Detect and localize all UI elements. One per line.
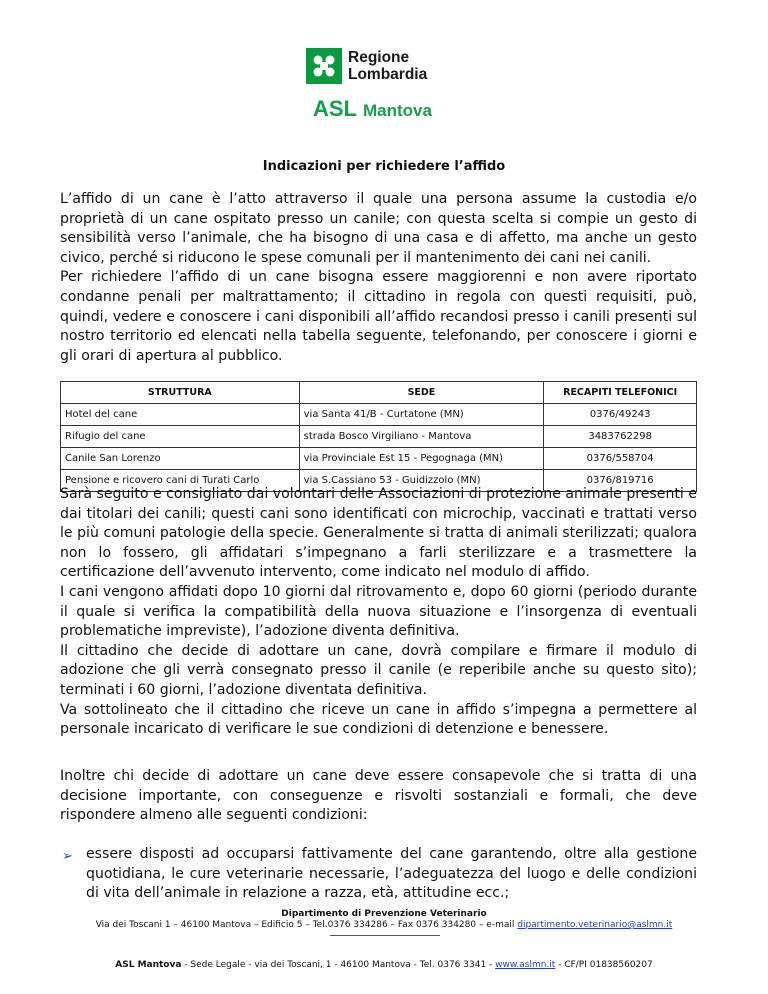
table-cell-sede: strada Bosco Virgiliano - Mantova: [299, 426, 544, 448]
intro-paragraph-2: Per richiedere l’affido di un cane bisogna essere maggiorenni e non avere riportato condanne penali per maltrattamento; il cittadino in regola con questi requisiti, può, quindi, vedere e conoscere i cani disponibili all’affido recandosi presso i canili presenti sul nostro territorio ed elencati nella tabella seguente, telefonando, per conoscere i giorni e gli orari di apertura al pubblico.: [60, 269, 697, 364]
body-paragraph-1: Sarà seguito e consigliato dai volontari delle Associazioni di protezione animale presenti e dai titolari dei canili; questi cani sono identificati con microchip, vaccinati e trattati verso le più comuni patologie della specie. Generalmente si tratta di animali sterilizzati; qualora non lo fossero, gli affidatari s’impegnano a farli sterilizzare e a trasmettere la certificazione dell’avvenuto intervento, come indicato nel modulo di affido.: [60, 486, 697, 581]
arrow-bullet-icon: ➢: [62, 849, 73, 864]
regione-lombardia-emblem-icon: [306, 48, 342, 84]
kennels-table: [60, 381, 697, 492]
body-paragraph-3: Il cittadino che decide di adottare un cane, dovrà compilare e firmare il modulo di adozione che gli verrà consegnato presso il canile (e reperibile anche su questo sito); terminati i 60 giorni, l’adozione diventata definitiva.: [60, 642, 697, 698]
table-cell-sede: via S.Cassiano 53 - Guidizzolo (MN): [299, 470, 544, 492]
page-title: Indicazioni per richiedere l’affido: [262, 159, 506, 174]
table-cell-telefono: 0376/819716: [544, 470, 697, 492]
table-row: [61, 426, 697, 448]
intro-section: [60, 190, 697, 366]
table-cell-struttura: Canile San Lorenzo: [61, 448, 300, 470]
footer-email-link[interactable]: dipartimento.veterinario@aslmn.it: [517, 920, 673, 930]
logo-text: [348, 49, 427, 83]
footer-address-text: Via dei Toscani 1 – 46100 Mantova – Edificio 5 – Tel.0376 334286 – Fax 0376 334280 – e-mail: [95, 920, 518, 930]
table-cell-struttura: Hotel del cane: [61, 404, 300, 426]
table-header-row: [61, 382, 697, 404]
condition-list-item: [60, 845, 697, 904]
table-cell-telefono: 0376/49243: [544, 404, 697, 426]
conditions-intro: [60, 767, 697, 826]
condition-text: essere disposti ad occuparsi fattivamente del cane garantendo, oltre alla gestione quotidiana, le cure veterinarie necessarie, l’adeguatezza del luogo e delle condizioni di vita dell’animale in relazione a razza, età, attitudine ecc.;: [86, 846, 697, 902]
footer-divider: [330, 935, 440, 936]
table-cell-sede: via Santa 41/B - Curtatone (MN): [299, 404, 544, 426]
logo-line-1: Regione: [348, 49, 410, 66]
footer-legal-text: - Sede Legale - via dei Toscani, 1 - 46100 Mantova - Tel. 0376 3341 -: [181, 960, 496, 970]
table-header-sede: SEDE: [299, 382, 544, 404]
footer-asl-name: ASL Mantova: [115, 960, 182, 970]
asl-mantova-wordmark: [313, 96, 432, 122]
body-section: [60, 485, 697, 740]
footer-cf: - CF/PI 01838560207: [555, 960, 653, 970]
footer-website-link[interactable]: www.aslmn.it: [495, 960, 556, 970]
city-label: Mantova: [363, 101, 432, 120]
body-paragraph-5: Inoltre chi decide di adottare un cane deve essere consapevole che si tratta di una decisione importante, con conseguenze e risvolti sostanziali e formali, che deve rispondere almeno alle seguenti condizioni:: [60, 768, 697, 824]
logo-line-2: Lombardia: [348, 66, 428, 83]
table-cell-telefono: 0376/558704: [544, 448, 697, 470]
footer-address: [0, 920, 768, 930]
table-row: [61, 404, 697, 426]
table-cell-struttura: Pensione e ricovero cani di Turati Carlo: [61, 470, 300, 492]
table-header-struttura: STRUTTURA: [61, 382, 300, 404]
footer-legal: [0, 960, 768, 970]
table-row: [61, 448, 697, 470]
table-cell-telefono: 3483762298: [544, 426, 697, 448]
body-paragraph-2: I cani vengono affidati dopo 10 giorni dal ritrovamento e, dopo 60 giorni (periodo durante il quale si verifica la compatibilità della nuova situazione e l’insorgenza di eventuali problematiche impreviste), l’adozione diventa definitiva.: [60, 583, 697, 640]
table-cell-sede: via Provinciale Est 15 - Pegognaga (MN): [299, 448, 544, 470]
asl-label: ASL: [313, 96, 357, 121]
body-paragraph-4: Va sottolineato che il cittadino che riceve un cane in affido s’impegna a permettere al personale incaricato di verificare le sue condizioni di detenzione e benessere.: [60, 701, 697, 738]
table-header-recapiti: RECAPITI TELEFONICI: [544, 382, 697, 404]
intro-paragraph-1: L’affido di un cane è l’atto attraverso il quale una persona assume la custodia e/o proprietà di un cane ospitato presso un canile; con questa scelta si compie un gesto di sensibilità verso l’animale, che ha bisogno di una casa e di affetto, ma anche un gesto civico, perché si riducono le spese comunali per il mantenimento dei cani nei canili.: [60, 191, 697, 266]
footer-department: Dipartimento di Prevenzione Veterinario: [281, 909, 487, 919]
table-cell-struttura: Rifugio del cane: [61, 426, 300, 448]
